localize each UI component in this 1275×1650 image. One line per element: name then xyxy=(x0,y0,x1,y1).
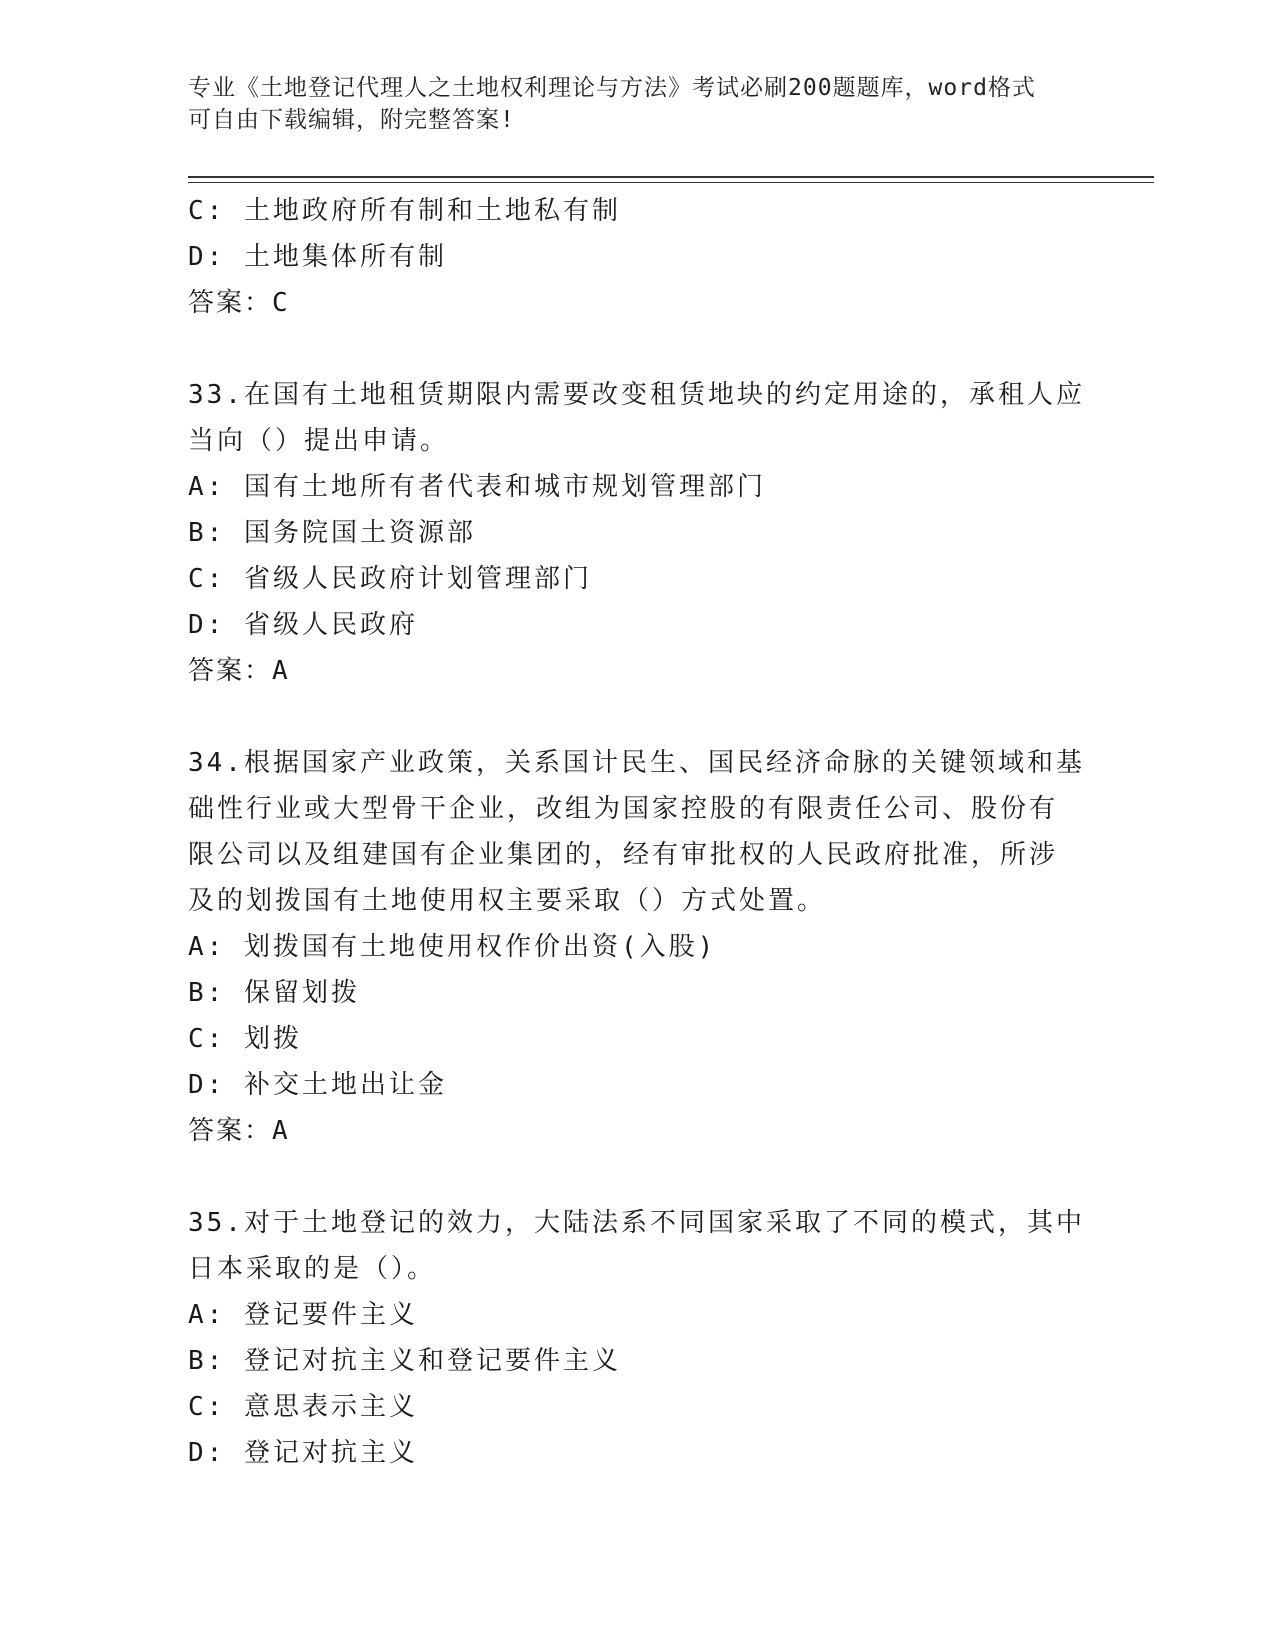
question-34 xyxy=(188,740,1088,1154)
question-stem-line: 33.在国有土地租赁期限内需要改变租赁地块的约定用途的，承租人应 xyxy=(188,380,1085,410)
option-d: D: 登记对抗主义 xyxy=(188,1438,418,1468)
question-stem-line: 34.根据国家产业政策，关系国计民生、国民经济命脉的关键领域和基 xyxy=(188,748,1085,778)
option-b: B: 国务院国土资源部 xyxy=(188,518,476,548)
answer-value: A xyxy=(272,656,291,686)
answer-value: C xyxy=(272,288,291,318)
answer-label: 答案： xyxy=(188,1116,273,1146)
option-d: D: 土地集体所有制 xyxy=(188,242,447,272)
question-stem-line: 限公司以及组建国有企业集团的，经有审批权的人民政府批准，所涉 xyxy=(188,840,1059,870)
question-stem-line: 础性行业或大型骨干企业，改组为国家控股的有限责任公司、股份有 xyxy=(188,794,1059,824)
question-stem-line: 当向（）提出申请。 xyxy=(188,426,450,456)
option-a: A: 国有土地所有者代表和城市规划管理部门 xyxy=(188,472,766,502)
answer-line xyxy=(188,648,1088,694)
option-b: B: 保留划拨 xyxy=(188,978,360,1008)
answer-label: 答案： xyxy=(188,288,273,318)
question-stem-line: 及的划拨国有土地使用权主要采取（）方式处置。 xyxy=(188,886,827,916)
answer-label: 答案： xyxy=(188,656,273,686)
option-d: D: 补交土地出让金 xyxy=(188,1070,447,1100)
question-spacer xyxy=(188,1154,1088,1200)
document-body xyxy=(188,188,1088,1476)
answer-line xyxy=(188,1108,1088,1154)
header-divider-thin xyxy=(188,182,1154,183)
header-divider-thick xyxy=(188,176,1154,178)
option-c: C: 意思表示主义 xyxy=(188,1392,418,1422)
option-d: D: 省级人民政府 xyxy=(188,610,418,640)
option-a: A: 划拨国有土地使用权作价出资(入股) xyxy=(188,932,717,962)
option-c: C: 划拨 xyxy=(188,1024,302,1054)
question-stem-line: 35.对于土地登记的效力，大陆法系不同国家采取了不同的模式，其中 xyxy=(188,1208,1085,1238)
question-spacer xyxy=(188,694,1088,740)
document-header xyxy=(188,72,1088,136)
answer-value: A xyxy=(272,1116,291,1146)
question-spacer xyxy=(188,326,1088,372)
question-35 xyxy=(188,1200,1088,1476)
question-33 xyxy=(188,372,1088,694)
option-b: B: 登记对抗主义和登记要件主义 xyxy=(188,1346,621,1376)
option-a: A: 登记要件主义 xyxy=(188,1300,418,1330)
option-c: C: 省级人民政府计划管理部门 xyxy=(188,564,592,594)
header-line-2: 可自由下载编辑，附完整答案! xyxy=(188,107,515,133)
answer-line xyxy=(188,280,1088,326)
option-c: C: 土地政府所有制和土地私有制 xyxy=(188,196,621,226)
header-line-1: 专业《土地登记代理人之土地权利理论与方法》考试必刷200题题库，word格式 xyxy=(188,75,1036,101)
question-32-tail xyxy=(188,188,1088,326)
question-stem-line: 日本采取的是（）。 xyxy=(188,1254,437,1284)
